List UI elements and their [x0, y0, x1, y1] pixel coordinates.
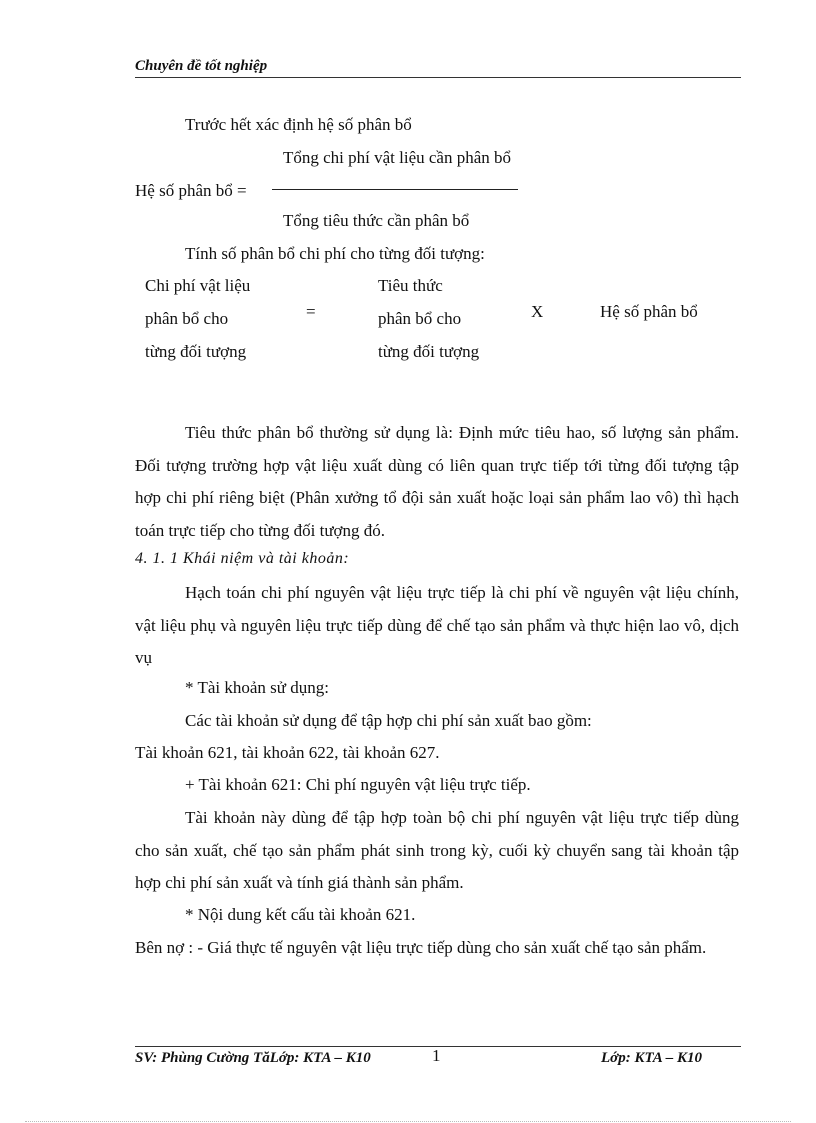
paragraph-debit-side: Bên nợ : - Giá thực tế nguyên vật liệu trực tiếp dùng cho sản xuất chế tạo sản phẩm.: [135, 938, 707, 957]
header-rule: [135, 77, 741, 78]
footer-student: SV: Phùng Cường TăLớp: KTA – K10: [135, 1050, 371, 1066]
formula2-middle-line2: phân bổ cho: [378, 309, 462, 328]
formula1-intro: Trước hết xác định hệ số phân bổ: [185, 115, 412, 134]
paragraph-definition: Hạch toán chi phí nguyên vật liệu trực tiếp là chi phí về nguyên vật liệu chính, vật liệu phụ và nguyên liệu trực tiếp dùng để chế tạo sản phẩm và thực hiện lao vô, dịch vụ: [135, 583, 739, 667]
formula1-numerator: Tổng chi phí vật liệu cần phân bổ: [283, 148, 512, 167]
formula2-right: Hệ số phân bổ: [600, 302, 698, 321]
formula2-middle-line3: từng đối tượng: [378, 342, 480, 361]
section-heading: 4. 1. 1 Khái niệm và tài khoản:: [135, 550, 350, 567]
formula1-lhs: Hệ số phân bổ =: [135, 181, 247, 200]
formula2-middle-line1: Tiêu thức: [378, 276, 443, 295]
account-621-title: + Tài khoản 621: Chi phí nguyên vật liệu trực tiếp.: [185, 775, 531, 794]
formula2-left-line2: phân bổ cho: [145, 309, 229, 328]
running-header: Chuyên đề tốt nghiệp: [135, 58, 268, 74]
bullet-accounts-used: * Tài khoản sử dụng:: [185, 678, 329, 697]
formula2-intro: Tính số phân bổ chi phí cho từng đối tượng:: [185, 244, 485, 263]
formula1-denominator: Tổng tiêu thức cần phân bổ: [283, 211, 470, 230]
paragraph-account-621: Tài khoản này dùng để tập hợp toàn bộ chi phí nguyên vật liệu trực tiếp dùng cho sản xuất, chế tạo sản phẩm phát sinh trong kỳ, cuối kỳ chuyển sang tài khoản tập hợp chi phí sản xuất và tính giá thành sản phẩm.: [135, 808, 739, 892]
footer-class: Lớp: KTA – K10: [601, 1050, 702, 1066]
formula2-left-line1: Chi phí vật liệu: [145, 276, 251, 295]
fraction-bar: [272, 189, 518, 190]
page-edge-dotted-line: [25, 1121, 791, 1122]
formula2-times: X: [531, 302, 544, 321]
bullet-account-structure: * Nội dung kết cấu tài khoản 621.: [185, 905, 416, 924]
formula2-equals: =: [306, 302, 316, 321]
accounts-intro: Các tài khoản sử dụng để tập hợp chi phí sản xuất bao gồm:: [185, 711, 592, 730]
paragraph-allocation-criteria: Tiêu thức phân bổ thường sử dụng là: Định mức tiêu hao, số lượng sản phẩm. Đối tượng trường hợp vật liệu xuất dùng có liên quan trực tiếp tới từng đối tượng tập hợp chi phí riêng biệt (Phân xưởng tổ đội sản xuất hoặc loại sản phẩm lao vô) thì hạch toán trực tiếp cho từng đối tượng đó.: [135, 423, 739, 540]
page-number: 1: [432, 1046, 441, 1065]
formula2-left-line3: từng đối tượng: [145, 342, 247, 361]
accounts-list: Tài khoản 621, tài khoản 622, tài khoản 627.: [135, 743, 440, 762]
